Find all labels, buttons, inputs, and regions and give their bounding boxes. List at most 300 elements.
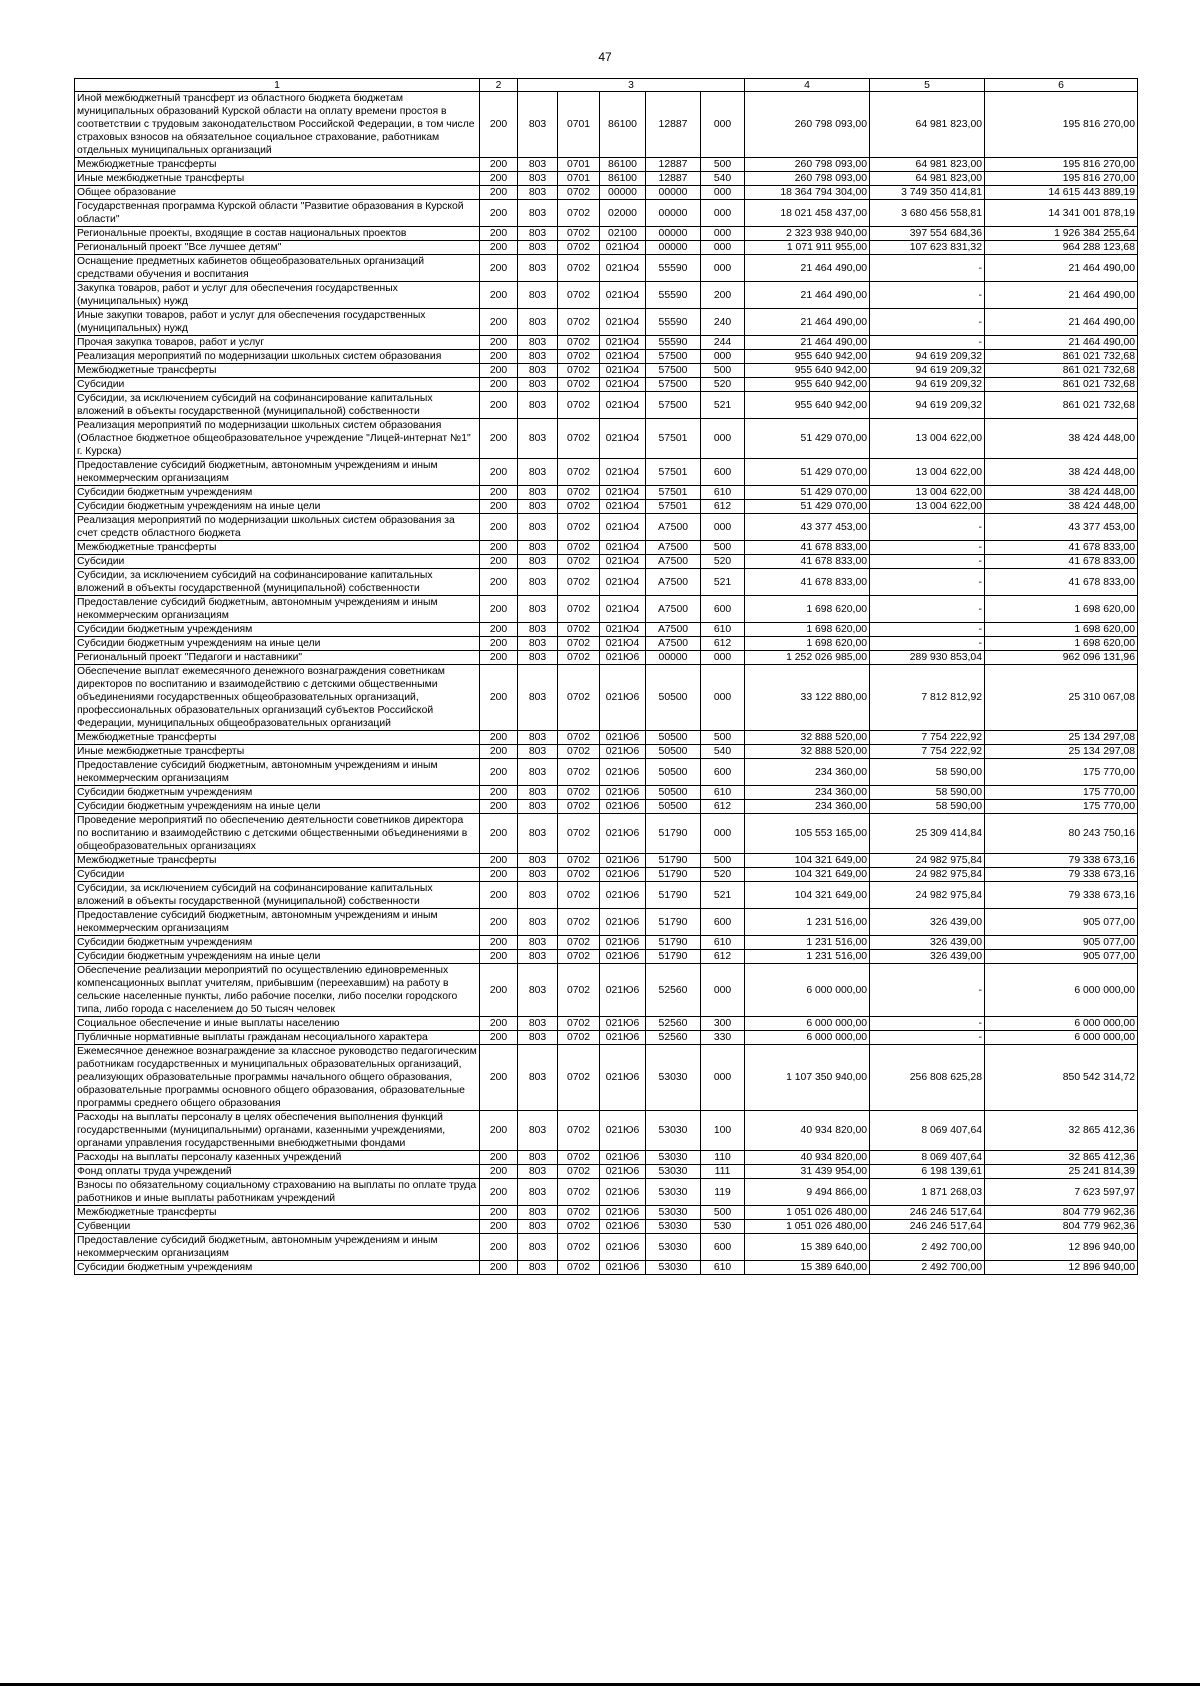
amount-approved: 6 000 000,00 — [745, 1031, 870, 1045]
item-name: Предоставление субсидий бюджетным, автономным учреждениям и иным некоммерческим организациям — [75, 759, 480, 786]
page-number: 47 — [598, 50, 612, 64]
bottom-rule — [0, 1683, 1200, 1686]
code-ministry: 803 — [518, 569, 558, 596]
table-row — [75, 172, 1138, 186]
item-name: Субсидии бюджетным учреждениям — [75, 623, 480, 637]
code-section: 0701 — [558, 158, 600, 172]
amount-approved: 33 122 880,00 — [745, 665, 870, 731]
code-direction: 00000 — [646, 241, 701, 255]
amount-executed: 24 982 975,84 — [870, 868, 985, 882]
code-expense-type: 300 — [701, 1017, 745, 1031]
code-direction: 55590 — [646, 282, 701, 309]
code-section: 0702 — [558, 1017, 600, 1031]
code-admin: 200 — [480, 200, 518, 227]
code-ministry: 803 — [518, 186, 558, 200]
code-section: 0702 — [558, 1111, 600, 1151]
code-program: 021Ю6 — [600, 651, 646, 665]
amount-approved: 32 888 520,00 — [745, 745, 870, 759]
code-admin: 200 — [480, 1206, 518, 1220]
code-program: 021Ю6 — [600, 745, 646, 759]
amount-remaining: 6 000 000,00 — [985, 1031, 1138, 1045]
table-row — [75, 854, 1138, 868]
code-ministry: 803 — [518, 541, 558, 555]
code-expense-type: 612 — [701, 800, 745, 814]
amount-executed: 107 623 831,32 — [870, 241, 985, 255]
table-row — [75, 1045, 1138, 1111]
code-expense-type: 000 — [701, 964, 745, 1017]
code-section: 0702 — [558, 665, 600, 731]
amount-executed: 7 812 812,92 — [870, 665, 985, 731]
code-section: 0702 — [558, 950, 600, 964]
item-name: Государственная программа Курской области "Развитие образования в Курской области" — [75, 200, 480, 227]
table-row — [75, 814, 1138, 854]
amount-approved: 260 798 093,00 — [745, 158, 870, 172]
code-expense-type: 000 — [701, 665, 745, 731]
item-name: Субсидии — [75, 378, 480, 392]
table-row — [75, 936, 1138, 950]
code-admin: 200 — [480, 514, 518, 541]
code-section: 0702 — [558, 1234, 600, 1261]
table-row — [75, 596, 1138, 623]
table-row — [75, 1165, 1138, 1179]
amount-executed: 256 808 625,28 — [870, 1045, 985, 1111]
code-expense-type: 612 — [701, 950, 745, 964]
item-name: Общее образование — [75, 186, 480, 200]
code-ministry: 803 — [518, 596, 558, 623]
amount-executed: 326 439,00 — [870, 936, 985, 950]
amount-approved: 260 798 093,00 — [745, 172, 870, 186]
code-direction: 57500 — [646, 364, 701, 378]
item-name: Иные межбюджетные трансферты — [75, 745, 480, 759]
code-section: 0702 — [558, 364, 600, 378]
code-section: 0702 — [558, 814, 600, 854]
amount-remaining: 804 779 962,36 — [985, 1206, 1138, 1220]
code-admin: 200 — [480, 309, 518, 336]
amount-remaining: 195 816 270,00 — [985, 172, 1138, 186]
table-row — [75, 637, 1138, 651]
code-direction: 57500 — [646, 378, 701, 392]
code-section: 0702 — [558, 651, 600, 665]
code-direction: 00000 — [646, 200, 701, 227]
code-ministry: 803 — [518, 1206, 558, 1220]
code-direction: 52560 — [646, 1031, 701, 1045]
code-direction: 12887 — [646, 158, 701, 172]
table-row — [75, 282, 1138, 309]
code-direction: 52560 — [646, 1017, 701, 1031]
item-name: Субсидии бюджетным учреждениям на иные цели — [75, 800, 480, 814]
code-program: 021Ю6 — [600, 786, 646, 800]
amount-remaining: 861 021 732,68 — [985, 378, 1138, 392]
table-row — [75, 868, 1138, 882]
amount-remaining: 964 288 123,68 — [985, 241, 1138, 255]
code-direction: 50500 — [646, 665, 701, 731]
item-name: Проведение мероприятий по обеспечению деятельности советников директора по воспитанию и взаимодействию с детскими общественными объединениями в общеобразовательных организациях — [75, 814, 480, 854]
amount-approved: 1 231 516,00 — [745, 936, 870, 950]
code-program: 021Ю6 — [600, 936, 646, 950]
code-section: 0702 — [558, 486, 600, 500]
amount-approved: 1 252 026 985,00 — [745, 651, 870, 665]
item-name: Региональные проекты, входящие в состав национальных проектов — [75, 227, 480, 241]
item-name: Иные закупки товаров, работ и услуг для обеспечения государственных (муниципальных) нужд — [75, 309, 480, 336]
code-direction: 12887 — [646, 172, 701, 186]
code-admin: 200 — [480, 745, 518, 759]
code-section: 0702 — [558, 745, 600, 759]
amount-executed: 7 754 222,92 — [870, 745, 985, 759]
code-expense-type: 000 — [701, 651, 745, 665]
item-name: Субсидии бюджетным учреждениям — [75, 1261, 480, 1275]
code-expense-type: 600 — [701, 596, 745, 623]
code-admin: 200 — [480, 555, 518, 569]
amount-remaining: 1 698 620,00 — [985, 623, 1138, 637]
code-admin: 200 — [480, 255, 518, 282]
code-program: 021Ю6 — [600, 1151, 646, 1165]
table-row — [75, 1234, 1138, 1261]
code-program: 021Ю4 — [600, 623, 646, 637]
table-row — [75, 665, 1138, 731]
amount-remaining: 32 865 412,36 — [985, 1151, 1138, 1165]
amount-remaining: 38 424 448,00 — [985, 419, 1138, 459]
amount-executed: - — [870, 282, 985, 309]
code-direction: 53030 — [646, 1151, 701, 1165]
item-name: Субсидии — [75, 555, 480, 569]
amount-remaining: 14 341 001 878,19 — [985, 200, 1138, 227]
amount-remaining: 80 243 750,16 — [985, 814, 1138, 854]
item-name: Межбюджетные трансферты — [75, 731, 480, 745]
code-section: 0702 — [558, 964, 600, 1017]
code-section: 0702 — [558, 1220, 600, 1234]
amount-remaining: 38 424 448,00 — [985, 459, 1138, 486]
code-expense-type: 610 — [701, 623, 745, 637]
code-admin: 200 — [480, 786, 518, 800]
code-expense-type: 530 — [701, 1220, 745, 1234]
table-row — [75, 241, 1138, 255]
amount-approved: 955 640 942,00 — [745, 350, 870, 364]
table-row — [75, 514, 1138, 541]
code-program: 021Ю6 — [600, 1017, 646, 1031]
code-admin: 200 — [480, 500, 518, 514]
code-expense-type: 520 — [701, 868, 745, 882]
code-expense-type: 000 — [701, 92, 745, 158]
code-admin: 200 — [480, 854, 518, 868]
code-ministry: 803 — [518, 241, 558, 255]
code-expense-type: 500 — [701, 731, 745, 745]
code-program: 021Ю6 — [600, 759, 646, 786]
table-row — [75, 731, 1138, 745]
code-ministry: 803 — [518, 227, 558, 241]
table-row — [75, 909, 1138, 936]
code-expense-type: 520 — [701, 555, 745, 569]
code-direction: А7500 — [646, 637, 701, 651]
code-expense-type: 612 — [701, 500, 745, 514]
code-section: 0702 — [558, 378, 600, 392]
amount-remaining: 905 077,00 — [985, 909, 1138, 936]
code-section: 0702 — [558, 392, 600, 419]
code-admin: 200 — [480, 172, 518, 186]
amount-approved: 21 464 490,00 — [745, 282, 870, 309]
code-direction: 50500 — [646, 759, 701, 786]
item-name: Межбюджетные трансферты — [75, 541, 480, 555]
code-admin: 200 — [480, 665, 518, 731]
table-row — [75, 500, 1138, 514]
item-name: Публичные нормативные выплаты гражданам несоциального характера — [75, 1031, 480, 1045]
code-expense-type: 521 — [701, 882, 745, 909]
code-program: 021Ю6 — [600, 964, 646, 1017]
code-admin: 200 — [480, 378, 518, 392]
item-name: Субсидии — [75, 868, 480, 882]
code-direction: 53030 — [646, 1045, 701, 1111]
code-section: 0702 — [558, 1045, 600, 1111]
table-row — [75, 745, 1138, 759]
amount-executed: - — [870, 255, 985, 282]
code-ministry: 803 — [518, 309, 558, 336]
item-name: Субсидии, за исключением субсидий на софинансирование капитальных вложений в объекты государственной (муниципальной) собственности — [75, 392, 480, 419]
table-row — [75, 555, 1138, 569]
amount-approved: 1 231 516,00 — [745, 909, 870, 936]
code-program: 86100 — [600, 172, 646, 186]
code-expense-type: 000 — [701, 227, 745, 241]
item-name: Межбюджетные трансферты — [75, 158, 480, 172]
amount-executed: 94 619 209,32 — [870, 364, 985, 378]
code-ministry: 803 — [518, 800, 558, 814]
amount-executed: 64 981 823,00 — [870, 158, 985, 172]
amount-remaining: 195 816 270,00 — [985, 92, 1138, 158]
code-program: 021Ю4 — [600, 378, 646, 392]
code-ministry: 803 — [518, 378, 558, 392]
code-direction: 51790 — [646, 909, 701, 936]
code-admin: 200 — [480, 1031, 518, 1045]
amount-remaining: 21 464 490,00 — [985, 255, 1138, 282]
code-direction: 52560 — [646, 964, 701, 1017]
table-row — [75, 950, 1138, 964]
code-program: 021Ю6 — [600, 1111, 646, 1151]
amount-approved: 40 934 820,00 — [745, 1111, 870, 1151]
code-section: 0702 — [558, 282, 600, 309]
code-section: 0702 — [558, 227, 600, 241]
code-expense-type: 119 — [701, 1179, 745, 1206]
code-section: 0702 — [558, 868, 600, 882]
amount-approved: 1 071 911 955,00 — [745, 241, 870, 255]
code-direction: 12887 — [646, 92, 701, 158]
amount-approved: 260 798 093,00 — [745, 92, 870, 158]
amount-executed: 289 930 853,04 — [870, 651, 985, 665]
amount-remaining: 175 770,00 — [985, 759, 1138, 786]
code-direction: 57500 — [646, 392, 701, 419]
code-direction: 55590 — [646, 255, 701, 282]
code-section: 0702 — [558, 854, 600, 868]
amount-approved: 6 000 000,00 — [745, 1017, 870, 1031]
amount-remaining: 79 338 673,16 — [985, 868, 1138, 882]
amount-executed: 24 982 975,84 — [870, 882, 985, 909]
amount-executed: 13 004 622,00 — [870, 486, 985, 500]
item-name: Субсидии бюджетным учреждениям — [75, 786, 480, 800]
code-program: 021Ю6 — [600, 814, 646, 854]
item-name: Субсидии бюджетным учреждениям — [75, 936, 480, 950]
amount-approved: 43 377 453,00 — [745, 514, 870, 541]
code-admin: 200 — [480, 800, 518, 814]
code-expense-type: 200 — [701, 282, 745, 309]
code-ministry: 803 — [518, 486, 558, 500]
code-ministry: 803 — [518, 459, 558, 486]
code-admin: 200 — [480, 1220, 518, 1234]
table-row — [75, 459, 1138, 486]
code-section: 0701 — [558, 92, 600, 158]
amount-executed: 64 981 823,00 — [870, 172, 985, 186]
code-admin: 200 — [480, 1045, 518, 1111]
amount-executed: 7 754 222,92 — [870, 731, 985, 745]
amount-approved: 234 360,00 — [745, 759, 870, 786]
amount-executed: 326 439,00 — [870, 950, 985, 964]
code-ministry: 803 — [518, 665, 558, 731]
column-number-row — [75, 79, 1138, 92]
amount-approved: 18 364 794 304,00 — [745, 186, 870, 200]
code-program: 021Ю6 — [600, 1045, 646, 1111]
amount-remaining: 38 424 448,00 — [985, 500, 1138, 514]
code-program: 86100 — [600, 158, 646, 172]
code-admin: 200 — [480, 350, 518, 364]
code-ministry: 803 — [518, 1234, 558, 1261]
code-direction: 53030 — [646, 1111, 701, 1151]
code-ministry: 803 — [518, 882, 558, 909]
table-row — [75, 882, 1138, 909]
code-direction: 53030 — [646, 1206, 701, 1220]
code-ministry: 803 — [518, 950, 558, 964]
code-section: 0702 — [558, 336, 600, 350]
code-section: 0702 — [558, 1031, 600, 1045]
code-direction: 53030 — [646, 1179, 701, 1206]
code-expense-type: 521 — [701, 392, 745, 419]
amount-executed: 13 004 622,00 — [870, 459, 985, 486]
code-program: 021Ю4 — [600, 486, 646, 500]
amount-approved: 18 021 458 437,00 — [745, 200, 870, 227]
code-program: 02000 — [600, 200, 646, 227]
table-row — [75, 759, 1138, 786]
code-admin: 200 — [480, 623, 518, 637]
code-admin: 200 — [480, 1165, 518, 1179]
item-name: Субсидии бюджетным учреждениям — [75, 486, 480, 500]
code-direction: А7500 — [646, 569, 701, 596]
code-section: 0702 — [558, 786, 600, 800]
amount-executed: 326 439,00 — [870, 909, 985, 936]
code-program: 02100 — [600, 227, 646, 241]
code-admin: 200 — [480, 336, 518, 350]
code-section: 0702 — [558, 1179, 600, 1206]
code-expense-type: 000 — [701, 514, 745, 541]
code-expense-type: 000 — [701, 350, 745, 364]
amount-executed: 1 871 268,03 — [870, 1179, 985, 1206]
budget-table — [74, 78, 1138, 1275]
amount-executed: 58 590,00 — [870, 800, 985, 814]
code-ministry: 803 — [518, 909, 558, 936]
code-direction: 57501 — [646, 486, 701, 500]
table-row — [75, 255, 1138, 282]
code-program: 021Ю6 — [600, 1261, 646, 1275]
amount-approved: 51 429 070,00 — [745, 486, 870, 500]
amount-approved: 955 640 942,00 — [745, 392, 870, 419]
code-admin: 200 — [480, 227, 518, 241]
table-row — [75, 419, 1138, 459]
code-ministry: 803 — [518, 336, 558, 350]
amount-approved: 41 678 833,00 — [745, 569, 870, 596]
amount-remaining: 7 623 597,97 — [985, 1179, 1138, 1206]
code-ministry: 803 — [518, 814, 558, 854]
code-direction: А7500 — [646, 541, 701, 555]
table-row — [75, 1179, 1138, 1206]
amount-remaining: 905 077,00 — [985, 936, 1138, 950]
code-direction: 53030 — [646, 1234, 701, 1261]
code-expense-type: 500 — [701, 1206, 745, 1220]
amount-approved: 1 698 620,00 — [745, 637, 870, 651]
code-expense-type: 100 — [701, 1111, 745, 1151]
code-section: 0702 — [558, 186, 600, 200]
table-row — [75, 1206, 1138, 1220]
code-program: 021Ю6 — [600, 909, 646, 936]
item-name: Социальное обеспечение и иные выплаты населению — [75, 1017, 480, 1031]
amount-remaining: 905 077,00 — [985, 950, 1138, 964]
amount-approved: 1 231 516,00 — [745, 950, 870, 964]
table-row — [75, 186, 1138, 200]
table-row — [75, 1031, 1138, 1045]
code-admin: 200 — [480, 1234, 518, 1261]
item-name: Иной межбюджетный трансферт из областного бюджета бюджетам муниципальных образований Курской области на оплату времени простоя в соответствии с трудовым законодательством Российской Федерации, в том числе страховых взносов на обязательное социальное страхование, работникам отдельных муниципальных организаций — [75, 92, 480, 158]
code-section: 0702 — [558, 800, 600, 814]
code-direction: 51790 — [646, 814, 701, 854]
code-direction: А7500 — [646, 596, 701, 623]
table-row — [75, 378, 1138, 392]
code-section: 0702 — [558, 596, 600, 623]
table-row — [75, 158, 1138, 172]
code-expense-type: 000 — [701, 1045, 745, 1111]
code-direction: 50500 — [646, 745, 701, 759]
code-admin: 200 — [480, 186, 518, 200]
amount-executed: - — [870, 596, 985, 623]
amount-executed: 58 590,00 — [870, 759, 985, 786]
code-ministry: 803 — [518, 651, 558, 665]
amount-executed: 8 069 407,64 — [870, 1111, 985, 1151]
item-name: Субвенции — [75, 1220, 480, 1234]
amount-approved: 9 494 866,00 — [745, 1179, 870, 1206]
amount-executed: 64 981 823,00 — [870, 92, 985, 158]
amount-approved: 21 464 490,00 — [745, 309, 870, 336]
code-ministry: 803 — [518, 1031, 558, 1045]
code-section: 0702 — [558, 514, 600, 541]
code-program: 021Ю6 — [600, 950, 646, 964]
code-admin: 200 — [480, 1261, 518, 1275]
amount-remaining: 6 000 000,00 — [985, 964, 1138, 1017]
code-direction: 51790 — [646, 868, 701, 882]
amount-executed: 24 982 975,84 — [870, 854, 985, 868]
table-row — [75, 1220, 1138, 1234]
amount-approved: 41 678 833,00 — [745, 555, 870, 569]
item-name: Реализация мероприятий по модернизации школьных систем образования (Областное бюджетное общеобразовательное учреждение "Лицей-интернат №1" г. Курска) — [75, 419, 480, 459]
code-section: 0702 — [558, 1261, 600, 1275]
amount-executed: - — [870, 514, 985, 541]
code-section: 0702 — [558, 541, 600, 555]
code-program: 021Ю6 — [600, 854, 646, 868]
amount-executed: - — [870, 541, 985, 555]
amount-executed: 94 619 209,32 — [870, 378, 985, 392]
item-name: Обеспечение выплат ежемесячного денежного вознаграждения советникам директоров по воспитанию и взаимодействию с детскими общественными объединениями государственных общеобразовательных организаций, профессиональных образовательных организаций субъектов Российской Федерации, муниципальных общеобразовательных организаций — [75, 665, 480, 731]
amount-remaining: 41 678 833,00 — [985, 569, 1138, 596]
amount-remaining: 861 021 732,68 — [985, 350, 1138, 364]
amount-approved: 234 360,00 — [745, 786, 870, 800]
code-expense-type: 500 — [701, 854, 745, 868]
code-ministry: 803 — [518, 172, 558, 186]
code-program: 021Ю4 — [600, 309, 646, 336]
code-program: 021Ю6 — [600, 800, 646, 814]
code-program: 021Ю6 — [600, 731, 646, 745]
code-expense-type: 000 — [701, 186, 745, 200]
code-direction: 53030 — [646, 1261, 701, 1275]
